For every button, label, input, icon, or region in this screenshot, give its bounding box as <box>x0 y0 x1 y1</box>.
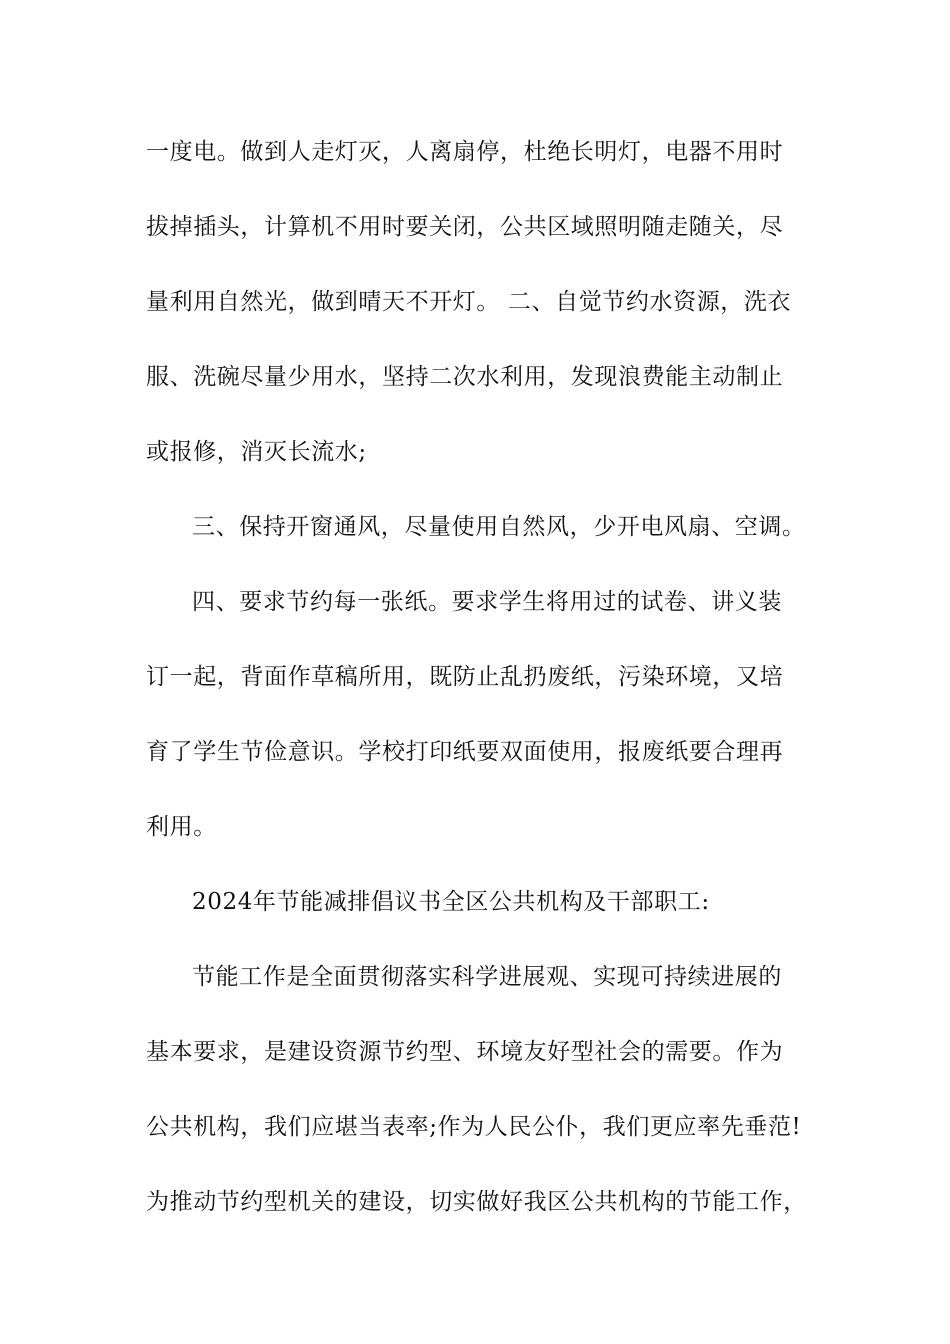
text-line: 拔掉插头，计算机不用时要关闭，公共区域照明随走随关，尽 <box>146 214 784 240</box>
text-line: 三、保持开窗通风，尽量使用自然风，少开电风扇、空调。 <box>192 514 806 540</box>
text-line: 一度电。做到人走灯灭，人离扇停，杜绝长明灯，电器不用时 <box>146 139 784 165</box>
text-line: 公共机构，我们应堪当表率;作为人民公仆，我们更应率先垂范! <box>146 1114 802 1140</box>
text-line: 量利用自然光，做到晴天不开灯。 二、自觉节约水资源，洗衣 <box>146 289 792 315</box>
text-line: 利用。 <box>146 814 217 840</box>
text-line: 订一起，背面作草稿所用，既防止乱扔废纸，污染环境，又培 <box>146 664 784 690</box>
text-line: 服、洗碗尽量少用水，坚持二次水利用，发现浪费能主动制止 <box>146 364 784 390</box>
heading-line: 2024年节能减排倡议书全区公共机构及干部职工: <box>192 889 710 915</box>
text-line: 为推动节约型机关的建设，切实做好我区公共机构的节能工作， <box>146 1189 807 1215</box>
text-line: 育了学生节俭意识。学校打印纸要双面使用，报废纸要合理再 <box>146 739 784 765</box>
text-line: 或报修，消灭长流水; <box>146 439 367 465</box>
text-line: 基本要求，是建设资源节约型、环境友好型社会的需要。作为 <box>146 1039 784 1065</box>
text-line: 节能工作是全面贯彻落实科学进展观、实现可持续进展的 <box>192 964 782 990</box>
text-line: 四、要求节约每一张纸。要求学生将用过的试卷、讲义装 <box>192 589 782 615</box>
